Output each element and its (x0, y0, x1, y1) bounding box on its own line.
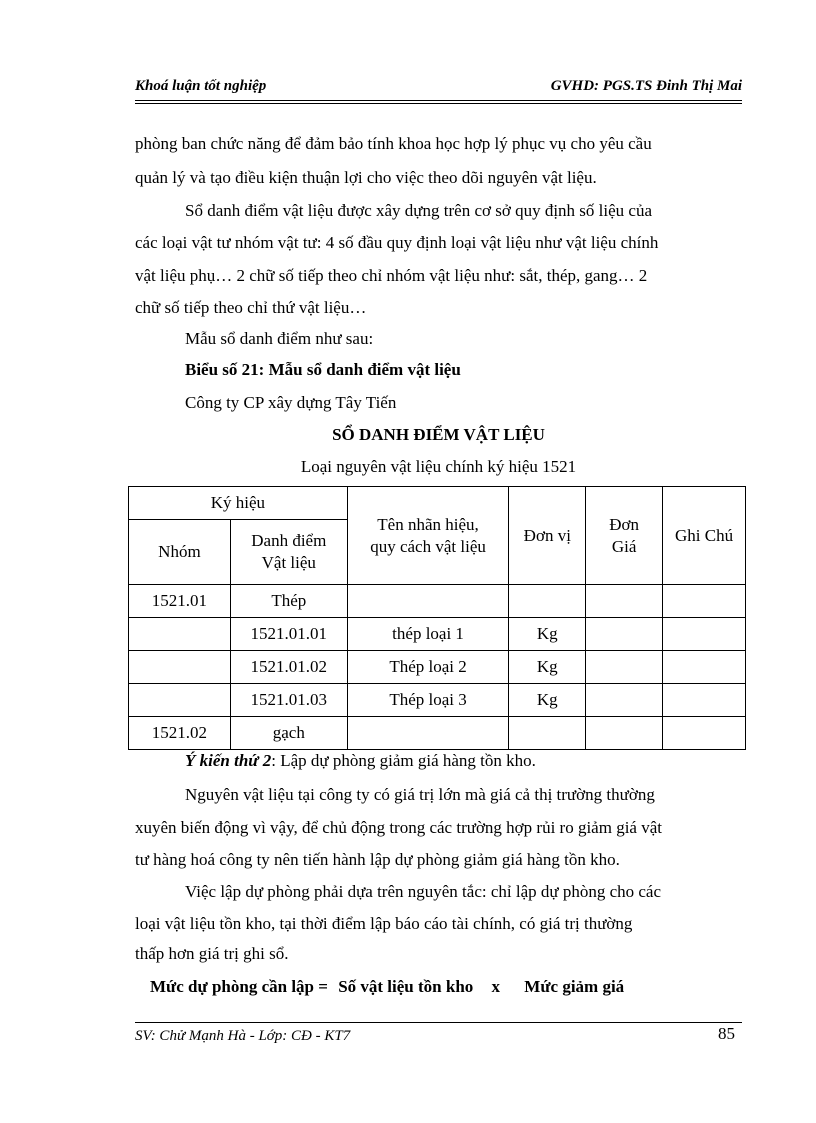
header-supervisor: GVHD: PGS.TS Đinh Thị Mai (550, 78, 742, 94)
paragraph-line: Nguyên vật liệu tại công ty có giá trị lớn mà giá cả thị trường thường (185, 785, 655, 804)
paragraph-line: thấp hơn giá trị ghi sổ. (135, 944, 289, 963)
formula-left: Mức dự phòng cần lập = (150, 977, 328, 996)
cell-don-vi: Kg (509, 618, 586, 651)
cell-nhom (129, 618, 231, 651)
cell-nhom (129, 684, 231, 717)
ledger-title: SỔ DANH ĐIỂM VẬT LIỆU (332, 425, 545, 444)
header-don-gia-line1: Đơn (609, 514, 640, 534)
footer-divider (135, 1022, 742, 1023)
header-ten-line1: Tên nhãn hiệu, (377, 514, 479, 534)
header-thesis-title: Khoá luận tốt nghiệp (135, 78, 267, 94)
paragraph-line: các loại vật tư nhóm vật tư: 4 số đầu quy định loại vật liệu như vật liệu chính (135, 233, 659, 252)
page-header (135, 76, 742, 98)
cell-nhom: 1521.01 (129, 585, 231, 618)
cell-ghi-chu (663, 684, 746, 717)
header-ghi-chu: Ghi Chú (663, 487, 746, 585)
formula-middle: Số vật liệu tồn kho (338, 977, 474, 996)
paragraph-line: Sổ danh điểm vật liệu được xây dựng trên cơ sở quy định số liệu của (185, 201, 653, 220)
table-row (129, 717, 746, 750)
cell-ten (347, 585, 509, 618)
paragraph-line: Mẫu sổ danh điểm như sau: (185, 329, 374, 348)
header-danh-diem (230, 520, 347, 585)
cell-ghi-chu (663, 585, 746, 618)
cell-danh-diem: 1521.01.02 (230, 651, 347, 684)
cell-don-vi (509, 717, 586, 750)
opinion-line (185, 751, 536, 771)
header-danh-diem-line2: Vật liệu (261, 553, 316, 572)
page-number: 85 (718, 1024, 735, 1043)
cell-danh-diem: 1521.01.03 (230, 684, 347, 717)
cell-ghi-chu (663, 717, 746, 750)
header-don-vi: Đơn vị (509, 487, 586, 585)
cell-don-gia (586, 684, 663, 717)
paragraph-line: quản lý và tạo điều kiện thuận lợi cho việc theo dõi nguyên vật liệu. (135, 168, 597, 187)
table-row (129, 651, 746, 684)
cell-ten: Thép loại 3 (347, 684, 509, 717)
ledger-subtitle: Loại nguyên vật liệu chính ký hiệu 1521 (300, 457, 577, 476)
cell-ten: thép loại 1 (347, 618, 509, 651)
formula-operator: x (491, 977, 501, 996)
table-row (129, 684, 746, 717)
cell-don-gia (586, 717, 663, 750)
paragraph-line: loại vật liệu tồn kho, tại thời điểm lập báo cáo tài chính, có giá trị thường (135, 914, 633, 933)
cell-don-gia (586, 585, 663, 618)
figure-caption: Biểu số 21: Mẫu sổ danh điểm vật liệu (185, 360, 461, 379)
header-ten-nhan-hieu (347, 487, 509, 585)
opinion-label: Ý kiến thứ 2 (185, 751, 272, 770)
footer-student: SV: Chử Mạnh Hà - Lớp: CĐ - KT7 (135, 1028, 351, 1044)
paragraph-line: chữ số tiếp theo chỉ thứ vật liệu… (135, 298, 367, 317)
header-don-gia (586, 487, 663, 585)
header-nhom: Nhóm (129, 520, 231, 585)
header-ky-hieu: Ký hiệu (129, 487, 348, 520)
cell-don-gia (586, 618, 663, 651)
cell-ghi-chu (663, 618, 746, 651)
cell-don-gia (586, 651, 663, 684)
paragraph-line: tư hàng hoá công ty nên tiến hành lập dự phòng giảm giá hàng tồn kho. (135, 850, 620, 869)
paragraph-line: phòng ban chức năng để đảm bảo tính khoa học hợp lý phục vụ cho yêu cầu (135, 134, 652, 153)
cell-danh-diem: 1521.01.01 (230, 618, 347, 651)
cell-don-vi (509, 585, 586, 618)
cell-ten: Thép loại 2 (347, 651, 509, 684)
header-ten-line2: quy cách vật liệu (370, 536, 486, 556)
cell-nhom: 1521.02 (129, 717, 231, 750)
cell-danh-diem: gạch (230, 717, 347, 750)
cell-ghi-chu (663, 651, 746, 684)
paragraph-line: vật liệu phụ… 2 chữ số tiếp theo chỉ nhóm vật liệu như: sắt, thép, gang… 2 (135, 266, 648, 285)
cell-don-vi: Kg (509, 684, 586, 717)
paragraph-line: Việc lập dự phòng phải dựa trên nguyên tắc: chỉ lập dự phòng cho các (185, 882, 662, 901)
header-don-gia-line2: Giá (611, 536, 637, 556)
table-row (129, 618, 746, 651)
cell-ten (347, 717, 509, 750)
paragraph-line: xuyên biến động vì vậy, để chủ động trong các trường hợp rủi ro giảm giá vật (135, 818, 662, 837)
provision-formula (150, 977, 624, 997)
cell-don-vi: Kg (509, 651, 586, 684)
cell-nhom (129, 651, 231, 684)
formula-right: Mức giảm giá (524, 977, 625, 996)
header-danh-diem-line1: Danh điểm (251, 531, 327, 550)
table-row (129, 585, 746, 618)
cell-danh-diem: Thép (230, 585, 347, 618)
company-name: Công ty CP xây dựng Tây Tiến (185, 393, 397, 412)
header-divider (135, 100, 742, 104)
opinion-text: : Lập dự phòng giảm giá hàng tồn kho. (271, 751, 536, 770)
material-code-table (128, 486, 746, 750)
